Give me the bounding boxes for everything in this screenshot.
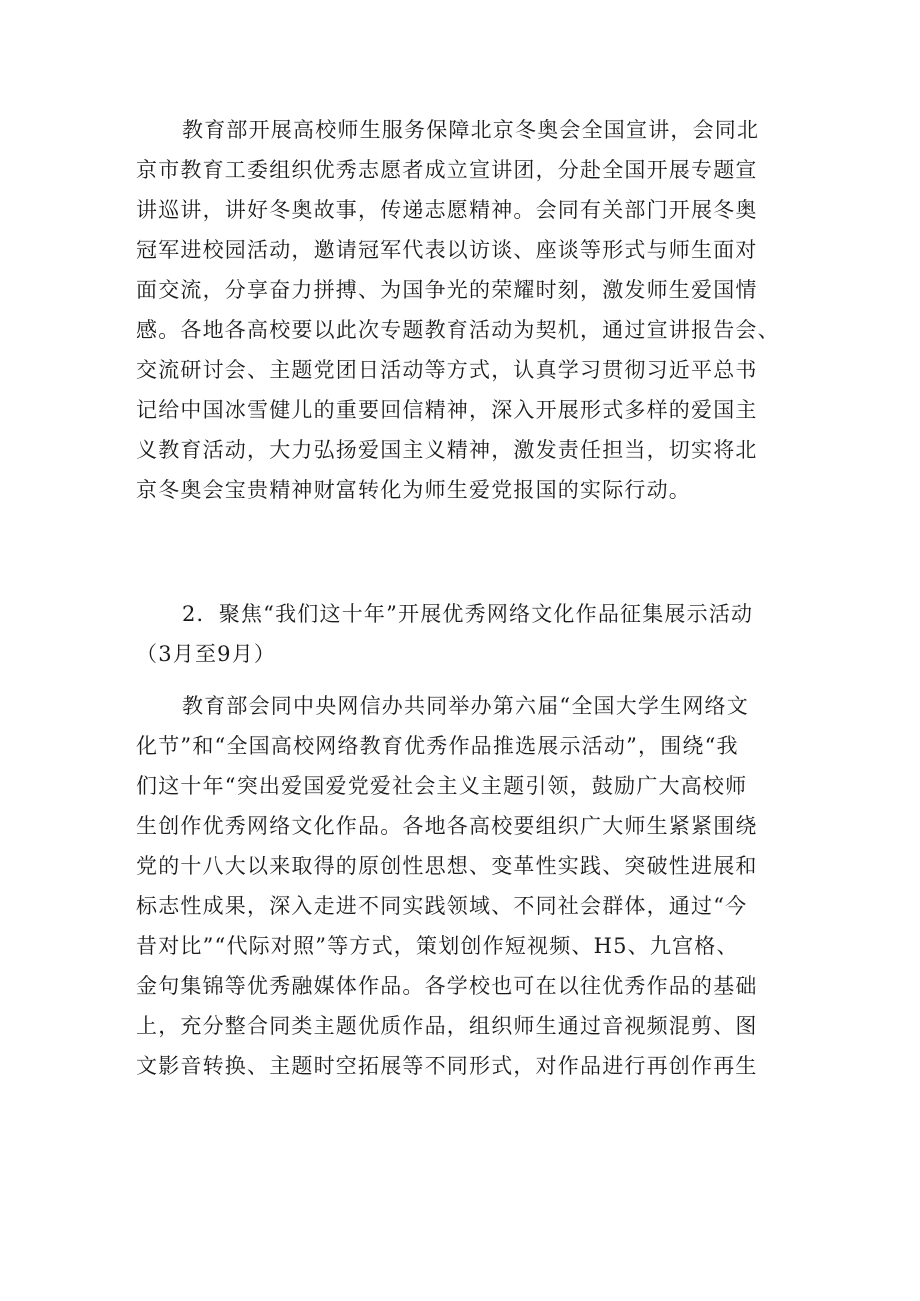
paragraph-line: 上，充分整合同类主题优质作品，组织师生通过音视频混剪、图 bbox=[136, 1014, 758, 1038]
paragraph-line: 冠军进校园活动，邀请冠军代表以访谈、座谈等形式与师生面对 bbox=[136, 238, 758, 262]
paragraph-line: 交流研讨会、主题党团日活动等方式，认真学习贯彻习近平总书 bbox=[136, 358, 758, 382]
paragraph-line: 教育部会同中央网信办共同举办第六届“全国大学生网络文 bbox=[182, 694, 749, 718]
paragraph-line: 京冬奥会宝贵精神财富转化为师生爱党报国的实际行动。 bbox=[136, 478, 691, 502]
paragraph-line: 化节”和“全国高校网络教育优秀作品推选展示活动”，围绕“我 bbox=[136, 734, 739, 758]
paragraph-network-culture bbox=[136, 686, 796, 1086]
paragraph-line: 教育部开展高校师生服务保障北京冬奥会全国宣讲，会同北 bbox=[182, 118, 760, 142]
paragraph-line: 标志性成果，深入走进不同实践领域、不同社会群体，通过“今 bbox=[136, 894, 748, 918]
paragraph-line: 文影音转换、主题时空拓展等不同形式，对作品进行再创作再生 bbox=[136, 1054, 758, 1078]
paragraph-line: 生创作优秀网络文化作品。各地各高校要组织广大师生紧紧围绕 bbox=[136, 814, 758, 838]
heading-line: （3月至9月） bbox=[136, 642, 277, 666]
heading-line: 2．聚焦“我们这十年”开展优秀网络文化作品征集展示活动 bbox=[182, 602, 754, 626]
paragraph-line: 感。各地各高校要以此次专题教育活动为契机，通过宣讲报告会、 bbox=[136, 318, 780, 342]
paragraph-line: 讲巡讲，讲好冬奥故事，传递志愿精神。会同有关部门开展冬奥 bbox=[136, 198, 758, 222]
paragraph-line: 记给中国冰雪健儿的重要回信精神，深入开展形式多样的爱国主 bbox=[136, 398, 758, 422]
paragraph-line: 党的十八大以来取得的原创性思想、变革性实践、突破性进展和 bbox=[136, 854, 758, 878]
paragraph-line: 们这十年“突出爱国爱党爱社会主义主题引领，鼓励广大高校师 bbox=[136, 774, 748, 798]
paragraph-line: 义教育活动，大力弘扬爱国主义精神，激发责任担当，切实将北 bbox=[136, 438, 758, 462]
paragraph-line: 面交流，分享奋力拼搏、为国争光的荣耀时刻，激发师生爱国情 bbox=[136, 278, 758, 302]
paragraph-winter-olympics bbox=[136, 110, 796, 510]
paragraph-line: 金句集锦等优秀融媒体作品。各学校也可在以往优秀作品的基础 bbox=[136, 974, 758, 998]
section-heading-2 bbox=[136, 594, 796, 674]
paragraph-line: 京市教育工委组织优秀志愿者成立宣讲团，分赴全国开展专题宣 bbox=[136, 158, 758, 182]
paragraph-line: 昔对比”“代际对照”等方式，策划创作短视频、H5、九宫格、 bbox=[136, 934, 739, 958]
